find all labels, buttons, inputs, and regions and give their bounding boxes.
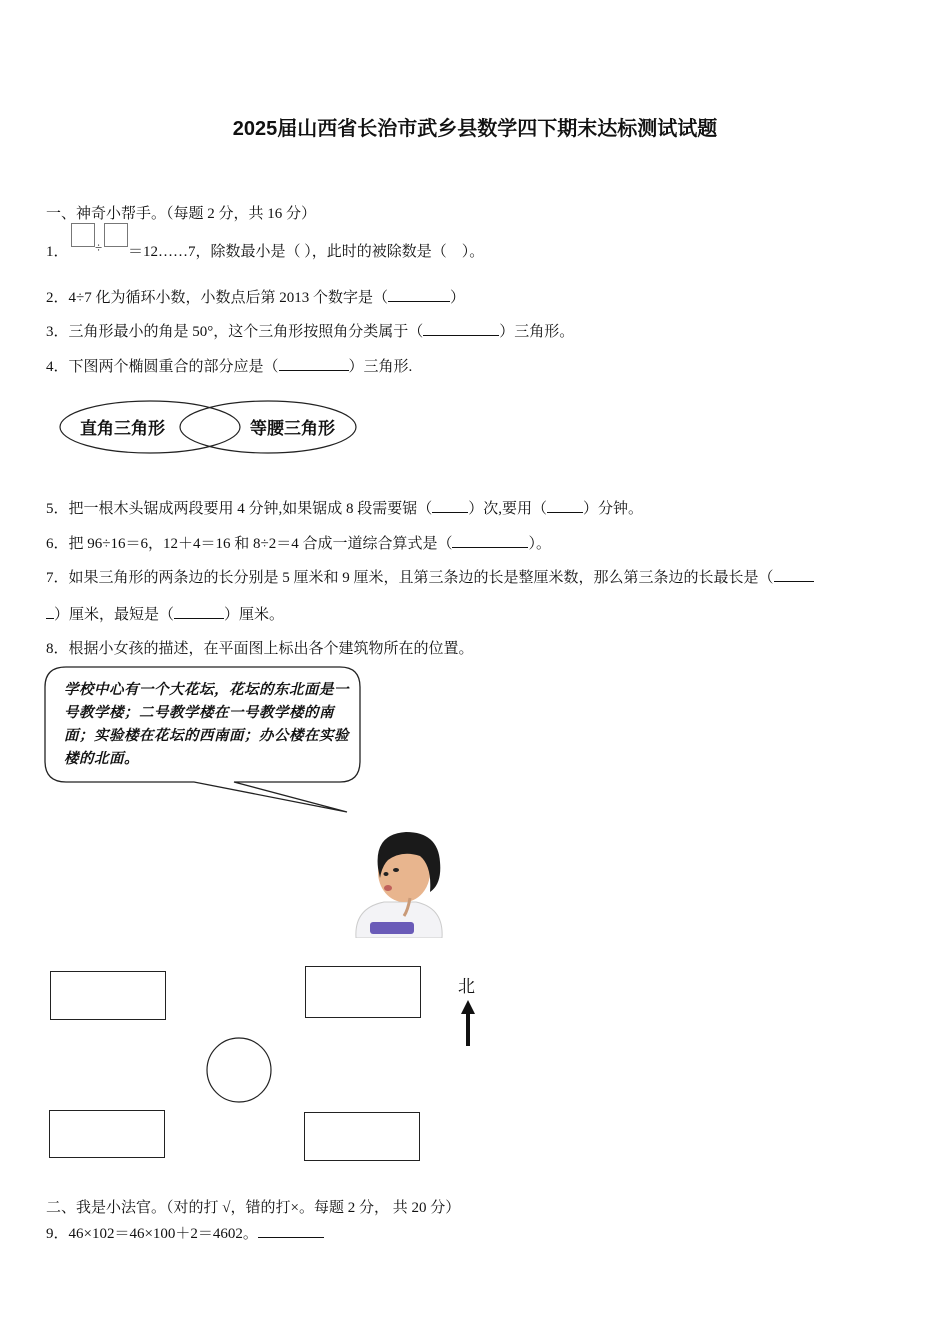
question-6-text: 6．把 96÷16＝6，12＋4＝16 和 8÷2＝4 合成一道综合算式是（: [46, 536, 453, 552]
venn-right-label: 等腰三角形: [250, 419, 335, 439]
question-1-text: ＝12……7，除数最小是（ ），此时的被除数是（ ）。: [128, 244, 485, 260]
page-title: 2025届山西省长治市武乡县数学四下期末达标测试试题: [232, 118, 718, 140]
answer-blank[interactable]: [452, 533, 528, 548]
division-sign: ÷: [95, 240, 103, 255]
question-4: [46, 355, 412, 376]
question-5: [46, 497, 643, 518]
question-7-text: 7．如果三角形的两条边的长分别是 5 厘米和 9 厘米，且第三条边的长是整厘米数，那么第三条边的长最长是（: [46, 570, 774, 586]
question-2: [46, 286, 465, 307]
question-5-end: ）分钟。: [583, 501, 644, 517]
north-arrow-icon: [458, 998, 478, 1048]
question-3-end: ）三角形。: [499, 324, 575, 340]
question-4-text: 4．下图两个椭圆重合的部分应是（: [46, 359, 279, 375]
question-7-line-1: [46, 566, 814, 587]
answer-box[interactable]: [71, 223, 95, 247]
north-label: 北: [458, 977, 475, 997]
question-2-end: ）: [449, 290, 465, 306]
question-2-text: 2．4÷7 化为循环小数，小数点后第 2013 个数字是（: [46, 290, 388, 306]
building-box-bottom-left[interactable]: [49, 1110, 165, 1158]
answer-blank[interactable]: [174, 604, 224, 619]
answer-blank-end[interactable]: [46, 604, 54, 619]
question-5-text: 5．把一根木头锯成两段要用 4 分钟,如果锯成 8 段需要锯（: [46, 501, 433, 517]
question-7-end: ）厘米。: [224, 607, 285, 623]
building-box-top-right[interactable]: [305, 966, 421, 1018]
question-5-middle: ）次,要用（: [468, 501, 548, 517]
question-6: [46, 532, 551, 553]
answer-blank[interactable]: [279, 356, 349, 371]
question-9: [46, 1222, 324, 1243]
question-1-number: 1．: [46, 244, 69, 260]
question-6-end: ）。: [528, 536, 551, 552]
section-2-heading: 二、我是小法官。（对的打 √，错的打×。每题 2 分， 共 20 分）: [46, 1200, 461, 1216]
question-7-middle: ）厘米，最短是（: [54, 607, 175, 623]
answer-box[interactable]: [104, 223, 128, 247]
building-box-bottom-right[interactable]: [304, 1112, 420, 1161]
question-8-text: 8．根据小女孩的描述，在平面图上标出各个建筑物所在的位置。: [46, 641, 474, 657]
answer-blank[interactable]: [423, 321, 499, 336]
girl-illustration: [344, 826, 448, 938]
answer-blank[interactable]: [774, 567, 814, 582]
speech-bubble-text: 学校中心有一个大花坛，花坛的东北面是一号教学楼；二号教学楼在一号教学楼的南面；实验楼在花坛的西南面；办公楼在实验楼的北面。: [64, 681, 349, 767]
answer-blank[interactable]: [388, 287, 450, 302]
question-3-text: 3．三角形最小的角是 50°，这个三角形按照角分类属于（: [46, 324, 424, 340]
question-7-line-2: [46, 603, 284, 624]
answer-blank[interactable]: [432, 498, 468, 513]
flower-bed-circle: [205, 1036, 273, 1104]
question-3: [46, 320, 574, 341]
building-box-top-left[interactable]: [50, 971, 166, 1020]
venn-left-label: 直角三角形: [80, 419, 165, 439]
answer-blank[interactable]: [547, 498, 583, 513]
section-1-heading: 一、神奇小帮手。（每题 2 分，共 16 分）: [46, 206, 317, 222]
question-4-end: ）三角形.: [348, 359, 413, 375]
question-9-text: 9．46×102＝46×100＋2＝4602。: [46, 1226, 258, 1242]
answer-blank[interactable]: [258, 1223, 324, 1238]
